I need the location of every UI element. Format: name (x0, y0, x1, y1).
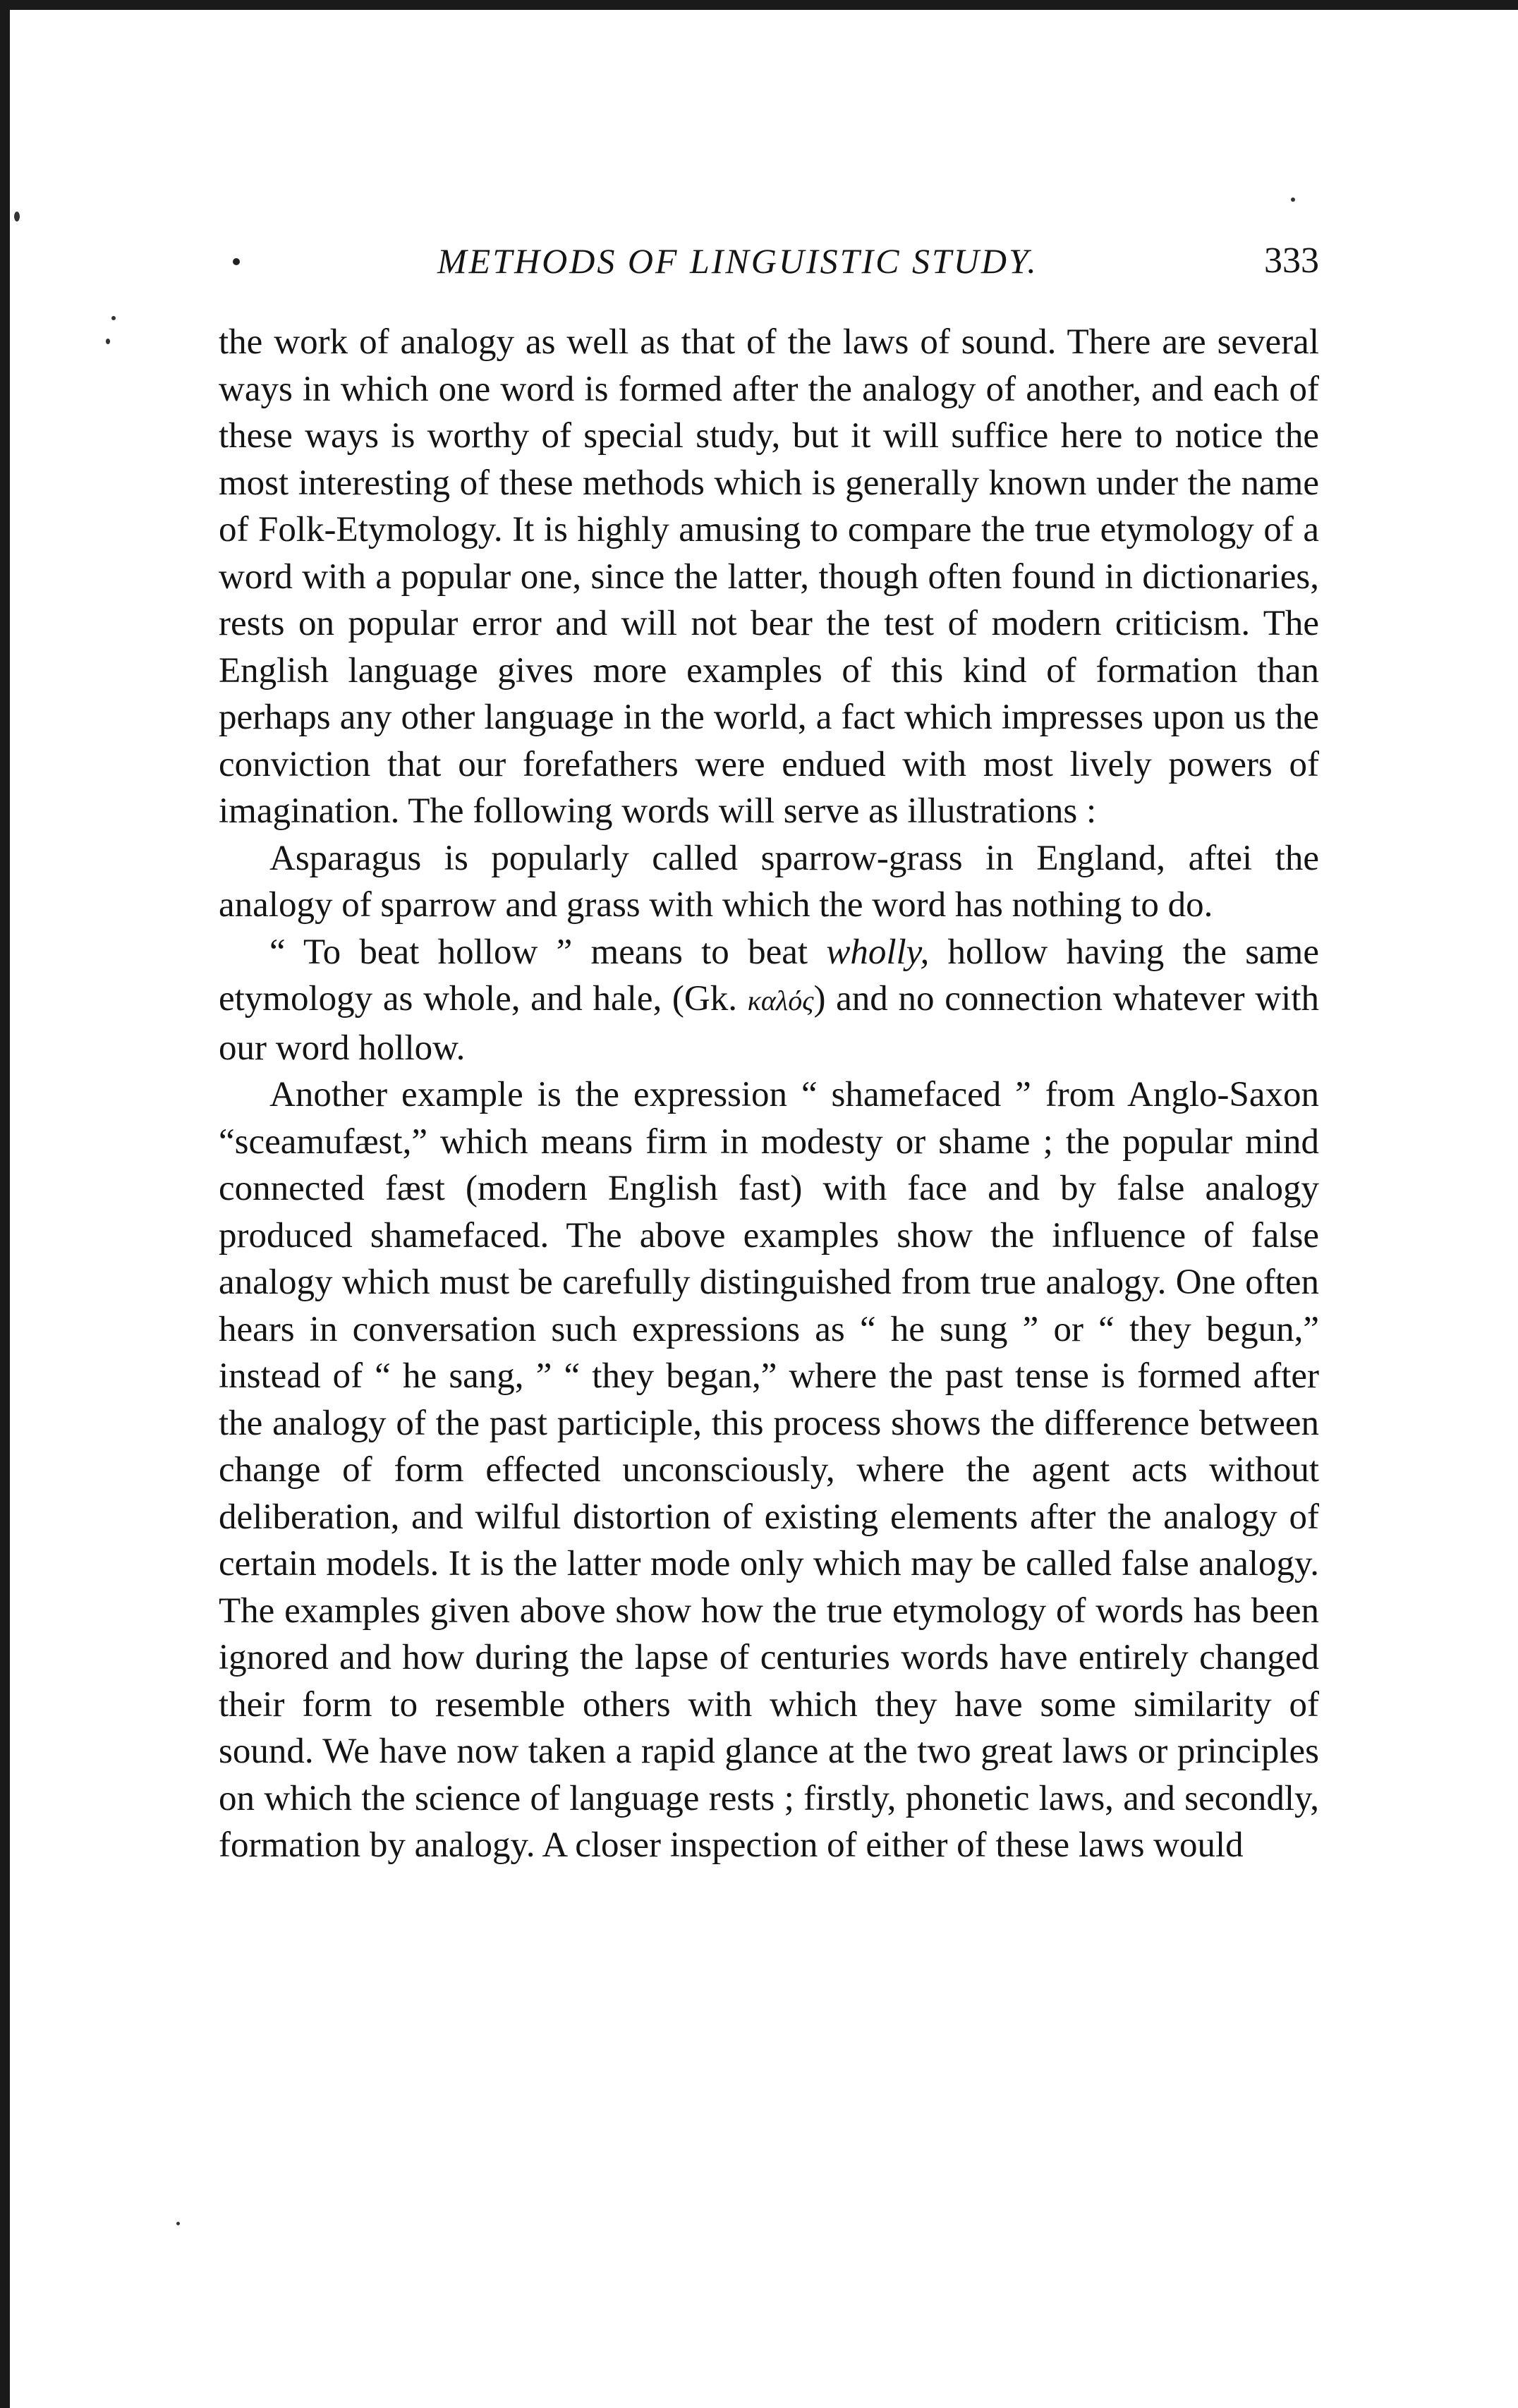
left-border-rule (0, 0, 10, 2408)
header-dot (233, 258, 240, 265)
beat-hollow-italic: wholly, (826, 932, 930, 972)
greek-word: καλός (747, 985, 814, 1016)
top-border-rule (0, 0, 1518, 10)
paragraph-folk-etymology: the work of analogy as well as that of the laws of sound. There are several ways in which one word is formed after the analogy of another, and each of these ways is worthy of special study, but it will suffice here to notice the most interesting of these methods which is generally known under the name of Folk-Etymology. It is highly amusing to compare the true etymology of a word with a popular one, since the latter, though often found in dictionaries, rests on popular error and will not bear the test of modern criticism. The English language gives more examples of this kind of formation than perhaps any other language in the world, a fact which impresses upon us the conviction that our forefathers were endued with most lively powers of imagination. The following words will serve as illustrations : (219, 322, 1319, 831)
beat-hollow-text: ) and no connection whatever with our word hollow. (219, 979, 1319, 1068)
scan-speck (14, 212, 20, 221)
beat-hollow-text: hollow having the same etymology as whole, and hale, (Gk. (219, 932, 1319, 1018)
scan-speck (111, 316, 116, 320)
scan-speck (106, 339, 110, 344)
page-header (219, 233, 1319, 289)
paragraph-asparagus: Asparagus is popularly called sparrow-grass in England, aftei the analogy of sparrow and grass with which the word has nothing to do. (219, 838, 1319, 925)
paragraph-beat-hollow (219, 929, 1319, 1072)
page-number: 333 (1264, 241, 1319, 281)
scan-speck (1291, 197, 1295, 202)
beat-hollow-text: “ To beat hollow ” means to beat (269, 932, 827, 972)
running-title: METHODS OF LINGUISTIC STUDY. (437, 241, 1038, 281)
scan-speck (176, 2222, 180, 2225)
page-body (219, 319, 1319, 1869)
paragraph-shamefaced: Another example is the expression “ shamefaced ” from Anglo-Saxon “sceamufæst,” which means firm in modesty or shame ; the popular mind connected fæst (modern English fast) with face and by false analogy produced shamefaced. The above examples show the influence of false analogy which must be carefully distinguished from true analogy. One often hears in conversation such expressions as “ he sung ” or “ they begun,” instead of “ he sang, ” “ they began,” where the past tense is formed after the analogy of the past participle, this process shows the difference between change of form effected unconsciously, where the agent acts without deliberation, and wilful distortion of existing elements after the analogy of certain models. It is the latter mode only which may be called false analogy. The examples given above show how the true etymology of words has been ignored and how during the lapse of centuries words have entirely changed their form to resemble others with which they have some similarity of sound. We have now taken a rapid glance at the two great laws or principles on which the science of language rests ; firstly, phonetic laws, and secondly, formation by analogy. A closer inspection of either of these laws would (219, 1075, 1319, 1865)
